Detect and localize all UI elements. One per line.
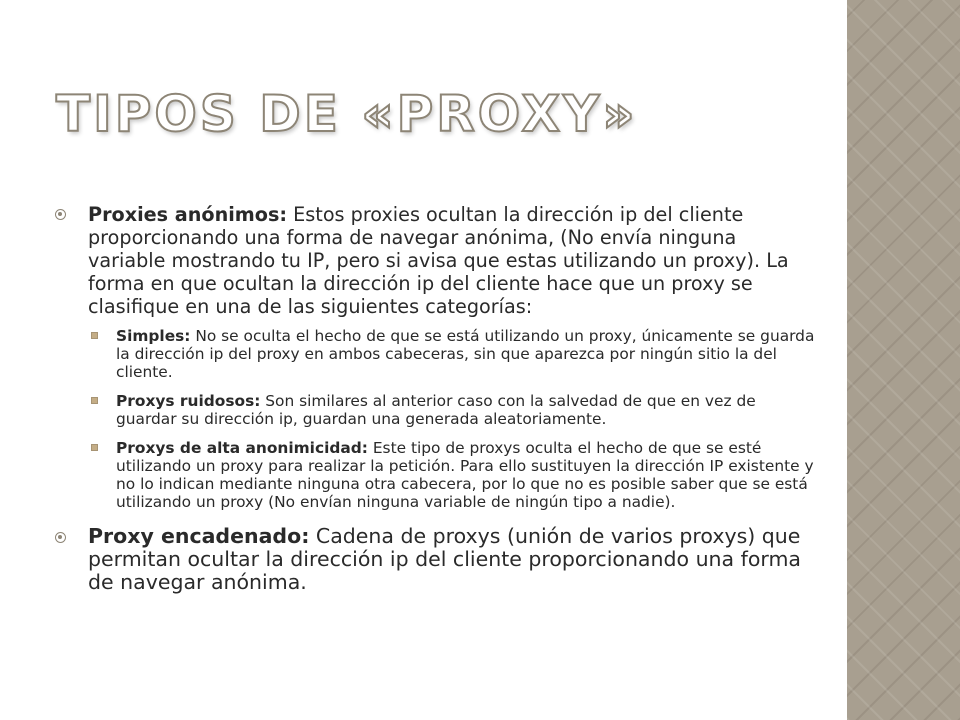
sub-bullet-item-simples [88,327,815,381]
sub-bullet-text: No se oculta el hecho de que se está utilizando un proxy, únicamente se guarda la dirección ip del proxy en ambos cabeceras, sin que aparezca por ningún sitio la del cliente. [116,327,815,381]
bullet-term: Proxies anónimos: [88,203,288,226]
circle-bullet-icon [55,209,66,220]
sub-bullet-item-alta-anonimicidad [88,439,815,511]
bullet-item-proxies-anonimos [55,203,815,511]
circle-bullet-icon [55,532,66,543]
bullet-item-proxy-encadenado [55,525,815,594]
sub-bullet-term: Proxys de alta anonimicidad: [116,439,368,457]
bullet-text: Cadena de proxys (unión de varios proxys) que permitan ocultar la dirección ip del cliente proporcionando una forma de navegar anónima. [88,524,801,594]
slide-title: TIPOS DE «PROXY» [56,85,638,143]
bullet-term: Proxy encadenado: [88,524,310,548]
bullet-list [55,203,815,594]
sub-bullet-item-proxys-ruidosos [88,392,815,428]
bullet-text: Estos proxies ocultan la dirección ip del cliente proporcionando una forma de navegar anónima, (No envía ninguna variable mostrando tu IP, pero si avisa que estas utilizando un proxy). La forma en que ocultan la dirección ip del cliente hace que un proxy se clasifique en una de las siguientes categorías: [88,203,789,318]
sub-bullet-term: Simples: [116,327,191,345]
square-bullet-icon [91,397,98,404]
square-bullet-icon [91,444,98,451]
decorative-side-band [847,0,960,720]
sub-bullet-list [88,327,815,511]
sub-bullet-text: Son similares al anterior caso con la salvedad de que en vez de guardar su dirección ip, guardan una generada aleatoriamente. [116,392,756,428]
sub-bullet-term: Proxys ruidosos: [116,392,261,410]
sub-bullet-text: Este tipo de proxys oculta el hecho de que se esté utilizando un proxy para realizar la petición. Para ello sustituyen la dirección IP existente y no lo indican mediante ninguna otra cabecera, por lo que no es posible saber que se está utilizando un proxy (No envían ninguna variable de ningún tipo a nadie). [116,439,814,511]
square-bullet-icon [91,332,98,339]
